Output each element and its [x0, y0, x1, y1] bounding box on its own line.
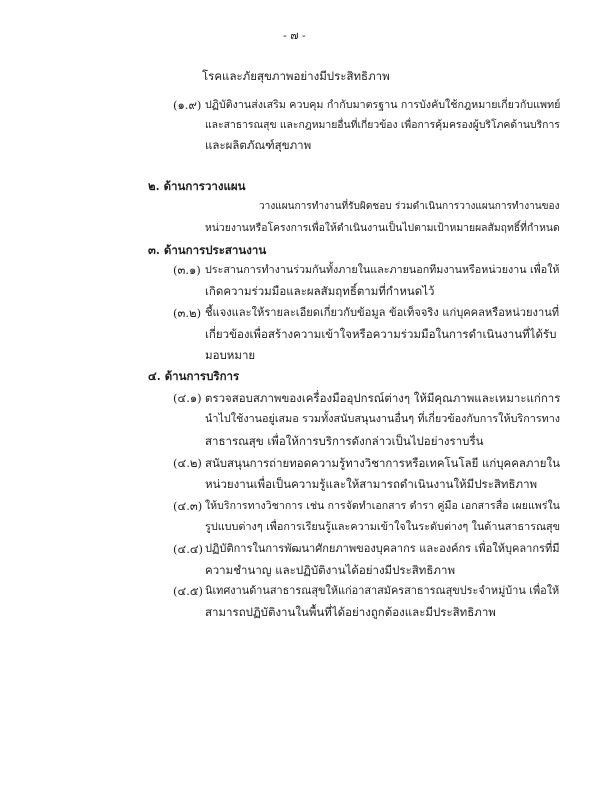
item-line: รูปแบบต่างๆ เพื่อการเรียนรู้และความเข้าใจในระดับต่างๆ ในด้านสาธารณสุข: [205, 520, 561, 533]
item-line: เกิดความร่วมมือและผลสัมฤทธิ์ตามที่กำหนดไว้: [205, 284, 435, 298]
item-number: (๔.๒): [173, 456, 202, 470]
item-line: นำไปใช้งานอยู่เสมอ รวมทั้งสนับสนุนงานอื่นๆ ที่เกี่ยวข้องกับการให้บริการทาง: [205, 412, 561, 425]
item-line: สาธารณสุข เพื่อให้การบริการดังกล่าวเป็นไปอย่างราบรื่น: [205, 434, 484, 448]
item-number: (๔.๓): [173, 499, 203, 513]
item-line: ประสานการทำงานร่วมกันทั้งภายในและภายนอกทีมงานหรือหน่วยงาน เพื่อให้: [205, 263, 560, 276]
item-number: (๑.๙): [173, 98, 202, 112]
item-line: มอบหมาย: [205, 348, 256, 362]
paragraph-line: หน่วยงานหรือโครงการเพื่อให้ดำเนินงานเป็นไปตามเป้าหมายผลสัมฤทธิ์ที่กำหนด: [205, 222, 560, 234]
item-line: ชี้แจงและให้รายละเอียดเกี่ยวกับข้อมูล ข้อเท็จจริง แก่บุคคลหรือหน่วยงานที่: [205, 306, 560, 319]
paragraph-line: วางแผนการทำงานที่รับผิดชอบ ร่วมดำเนินการวางแผนการทำงานของ: [259, 201, 560, 212]
item-number: (๔.๕): [173, 584, 204, 598]
item-line: และผลิตภัณฑ์สุขภาพ: [205, 138, 312, 152]
section-heading: ๓. ด้านการประสานงาน: [148, 243, 267, 257]
item-number: (๔.๔): [173, 542, 204, 556]
item-number: (๔.๑): [173, 391, 202, 405]
item-number: (๓.๑): [173, 263, 201, 277]
item-line: สามารถปฏิบัติงานในพื้นที่ได้อย่างถูกต้องและมีประสิทธิภาพ: [205, 605, 496, 619]
section-heading: ๒. ด้านการวางแผน: [148, 179, 246, 193]
item-line: และสาธารณสุข และกฎหมายอื่นที่เกี่ยวข้อง เพื่อการคุ้มครองผู้บริโภคด้านบริการ: [205, 119, 560, 131]
item-line: ตรวจสอบสภาพของเครื่องมืออุปกรณ์ต่างๆ ให้มีคุณภาพและเหมาะแก่การ: [205, 391, 561, 405]
item-line: เกี่ยวข้องเพื่อสร้างความเข้าใจหรือความร่วมมือในการดำเนินงานที่ได้รับ: [205, 327, 557, 341]
item-line: หน่วยงานเพื่อเป็นความรู้และให้สามารถดำเนินงานให้มีประสิทธิภาพ: [205, 477, 538, 491]
item-line: ความชำนาญ และปฏิบัติงานได้อย่างมีประสิทธิภาพ: [205, 563, 456, 577]
section-heading: ๔. ด้านการบริการ: [148, 369, 240, 383]
continuation-line: โรคและภัยสุขภาพอย่างมีประสิทธิภาพ: [202, 69, 390, 83]
item-line: ให้บริการทางวิชาการ เช่น การจัดทำเอกสาร ตำรา คู่มือ เอกสารสื่อ เผยแพร่ใน: [205, 500, 560, 512]
page-number: - ๗ -: [283, 29, 306, 42]
item-line: สนับสนุนการถ่ายทอดความรู้ทางวิชาการหรือเทคโนโลยี แก่บุคคลภายใน: [205, 456, 560, 470]
item-line: นิเทศงานด้านสาธารณสุขให้แก่อาสาสมัครสาธารณสุขประจำหมู่บ้าน เพื่อให้: [205, 584, 560, 597]
item-line: ปฏิบัติการในการพัฒนาศักยภาพของบุคลากร และองค์กร เพื่อให้บุคลากรที่มี: [205, 542, 560, 555]
item-number: (๓.๒): [173, 306, 202, 320]
item-line: ปฏิบัติงานส่งเสริม ควบคุม กำกับมาตรฐาน การบังคับใช้กฎหมายเกี่ยวกับแพทย์: [205, 98, 561, 111]
